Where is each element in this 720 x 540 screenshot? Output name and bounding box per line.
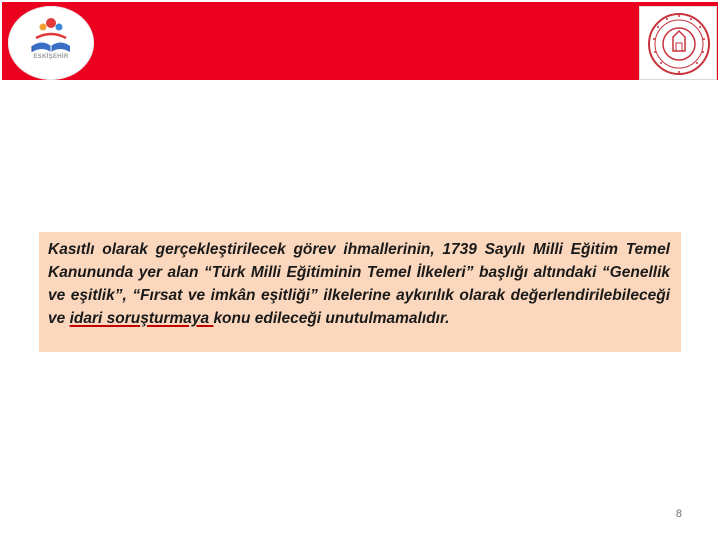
note-text-before: Kasıtlı olarak gerçekleştirilecek görev ihmallerinin, 1739 Sayılı Milli Eğitim Temel Kanununda yer alan “Türk Milli Eğitiminin Temel İlkeleri” başlığı altındaki “Genellik ve eşitlik”, “Fırsat ve imkân eşitliği” ilkelerine aykırılık olarak değerlendirilebileceği ve: [48, 241, 670, 327]
note-text-after: konu edileceği unutulmamalıdır.: [213, 310, 450, 327]
meb-seal-icon: [640, 7, 718, 81]
logo-caption: ESKİŞEHİR: [33, 54, 69, 60]
note-box: [39, 232, 681, 352]
open-book-logo-icon: [8, 6, 94, 80]
meb-logo: [639, 6, 717, 80]
underlined-term-sorusturmaya: soruşturmaya: [106, 310, 214, 327]
eskisehir-logo: [8, 6, 94, 80]
header-bar: [2, 2, 718, 80]
underlined-term-idari: idari: [69, 310, 107, 327]
page-number: 8: [675, 508, 682, 520]
note-paragraph: [48, 238, 670, 330]
